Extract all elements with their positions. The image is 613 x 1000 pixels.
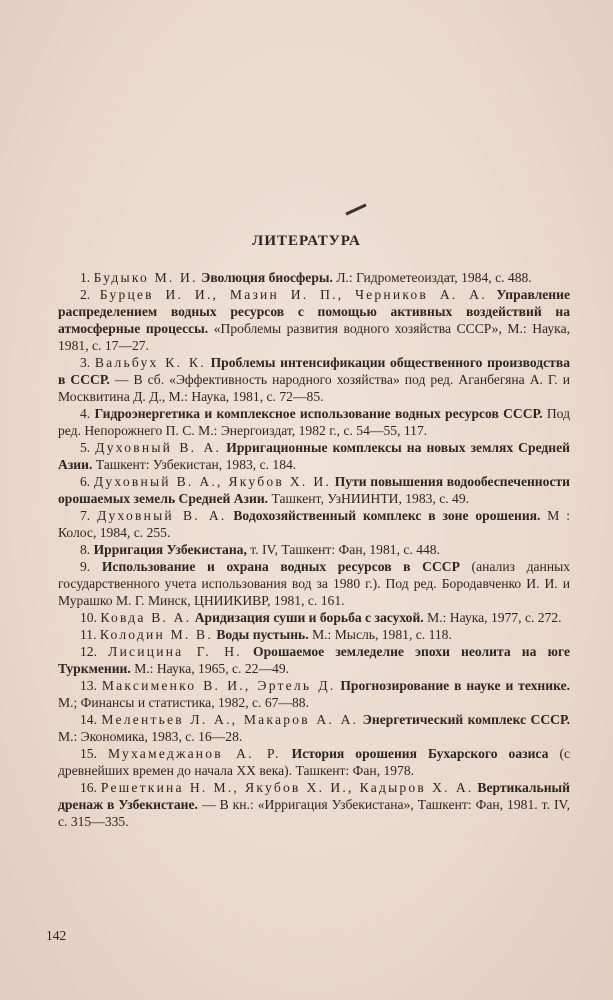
ref-number: 3.	[80, 355, 91, 370]
reference-item	[58, 269, 570, 286]
ref-number: 14.	[80, 712, 97, 727]
ref-title: Использование и охрана водных ресурсов в СССР	[101, 559, 460, 574]
ref-author: Вальбух К. К.	[94, 355, 206, 370]
ref-title: История орошения Бухарского оазиса	[291, 746, 549, 761]
reference-item	[58, 626, 570, 643]
ref-number: 5.	[80, 440, 91, 455]
ref-author: Бурцев И. И., Мазин И. П., Черников А. А.	[99, 287, 487, 302]
ref-number: 6.	[80, 474, 91, 489]
reference-item	[58, 609, 570, 626]
ref-number: 16.	[80, 780, 97, 795]
ref-number: 1.	[80, 270, 91, 285]
ref-number: 7.	[80, 508, 91, 523]
ref-author: Ковда В. А.	[100, 610, 192, 625]
ref-number: 13.	[80, 678, 97, 693]
ref-details: М.: Экономика, 1983, с. 16—28.	[58, 729, 243, 744]
ref-number: 10.	[80, 610, 97, 625]
reference-item	[58, 745, 570, 779]
ref-title: Вертикальный дренаж в Узбекистане.	[58, 780, 571, 812]
ref-number: 11.	[80, 627, 97, 642]
ref-author: Колодин М. В.	[99, 627, 213, 642]
ref-author: Духовный В. А.	[95, 440, 222, 455]
ref-author: Мелентьев Л. А., Макаров А. А.	[101, 712, 359, 727]
ref-title: Орошаемое земледелие эпохи неолита на юге Туркмении.	[58, 644, 570, 676]
ref-details: — В кн.: «Ирригация Узбекистана», Ташкент: Фан, 1981. т. IV, с. 315—335.	[58, 797, 570, 829]
ref-number: 8.	[80, 542, 91, 557]
ref-details: М.: Наука, 1965, с. 22—49.	[134, 661, 290, 676]
ref-author: Максименко В. И., Эртель Д.	[101, 678, 336, 693]
ref-title: Аридизация суши и борьба с засухой.	[194, 610, 424, 625]
ref-author: Духовный В. А., Якубов Х. И.	[93, 474, 332, 489]
reference-item	[58, 541, 570, 558]
reference-item	[58, 354, 570, 405]
pencil-mark	[345, 203, 366, 215]
ref-details: М.; Финансы и статистика, 1982, с. 67—88.	[58, 695, 310, 710]
reference-item	[58, 439, 570, 473]
ref-title: Управление распределением водных ресурсов с помощью активных воздействий на атмосферные процессы.	[58, 287, 570, 336]
ref-details: (с древнейших времен до начала XX века). Ташкент: Фан, 1978.	[58, 746, 570, 778]
ref-title: Проблемы интенсификации общественного производства в СССР.	[58, 355, 570, 387]
ref-details: Ташкент, УзНИИНТИ, 1983, с. 49.	[271, 491, 470, 506]
ref-number: 4.	[80, 406, 91, 421]
ref-title: Воды пустынь.	[216, 627, 309, 642]
ref-title: Гидроэнергетика и комплексное использование водных ресурсов СССР.	[94, 406, 543, 421]
ref-title: Энергетический комплекс СССР.	[362, 712, 570, 727]
ref-details: Под ред. Непорожнего П. С. М.: Энергоиздат, 1982 г., с. 54—55, 117.	[58, 406, 570, 438]
page-number: 142	[46, 928, 67, 943]
ref-author: Духовный В. А.	[97, 508, 227, 523]
ref-number: 12.	[80, 644, 97, 659]
ref-title: Ирригация Узбекистана,	[93, 542, 247, 557]
reference-item	[58, 558, 570, 609]
reference-list	[58, 269, 570, 830]
ref-author: Лисицина Г. Н.	[108, 644, 242, 659]
reference-item	[58, 779, 570, 830]
ref-author: Мухамеджанов А. Р.	[108, 746, 281, 761]
ref-title: Ирригационные комплексы на новых землях Средней Азии.	[58, 440, 570, 472]
ref-author: Будыко М. И.	[93, 270, 198, 285]
reference-item	[58, 473, 570, 507]
ref-number: 15.	[80, 746, 97, 761]
ref-title: Пути повышения водообеспеченности орошаемых земель Средней Азии.	[58, 474, 570, 506]
ref-details: — В сб. «Эффективность народного хозяйства» под ред. Аганбегяна А. Г. и Москвитина Д. Д., М.: Наука, 1981, с. 72—85.	[58, 372, 570, 404]
ref-details: Л.: Гидрометеоиздат, 1984, с. 488.	[336, 270, 532, 285]
ref-title: Эволюция биосферы.	[201, 270, 333, 285]
ref-details: Ташкент: Узбекистан, 1983, с. 184.	[95, 457, 297, 472]
ref-details: (анализ данных государственного учета использования вод за 1980 г.). Под ред. Бородавченко И. И. и Мурашко М. Г. Минск, ЦНИИКИВР, 1981, с. 161.	[58, 559, 571, 608]
ref-number: 2.	[80, 287, 91, 302]
reference-item	[58, 405, 570, 439]
ref-title: Водохозяйственный комплекс в зоне орошения.	[233, 508, 541, 523]
ref-author: Решеткина Н. М., Якубов Х. И., Кадыров Х. А.	[100, 780, 474, 795]
reference-item	[58, 711, 570, 745]
ref-details: М : Колос, 1984, с. 255.	[58, 508, 571, 540]
ref-details: «Проблемы развития водного хозяйства СССР», М.: Наука, 1981, с. 17—27.	[58, 321, 570, 353]
reference-item	[58, 677, 570, 711]
ref-title: Прогнозирование в науке и технике.	[340, 678, 570, 693]
ref-details: т. IV, Ташкент: Фан, 1981, с. 448.	[250, 542, 440, 557]
ref-details: М.: Мысль, 1981, с. 118.	[312, 627, 452, 642]
ref-details: М.: Наука, 1977, с. 272.	[427, 610, 562, 625]
reference-item	[58, 507, 570, 541]
ref-number: 9.	[80, 559, 91, 574]
reference-item	[58, 286, 570, 354]
reference-item	[58, 643, 570, 677]
page-title: ЛИТЕРАТУРА	[252, 233, 361, 249]
